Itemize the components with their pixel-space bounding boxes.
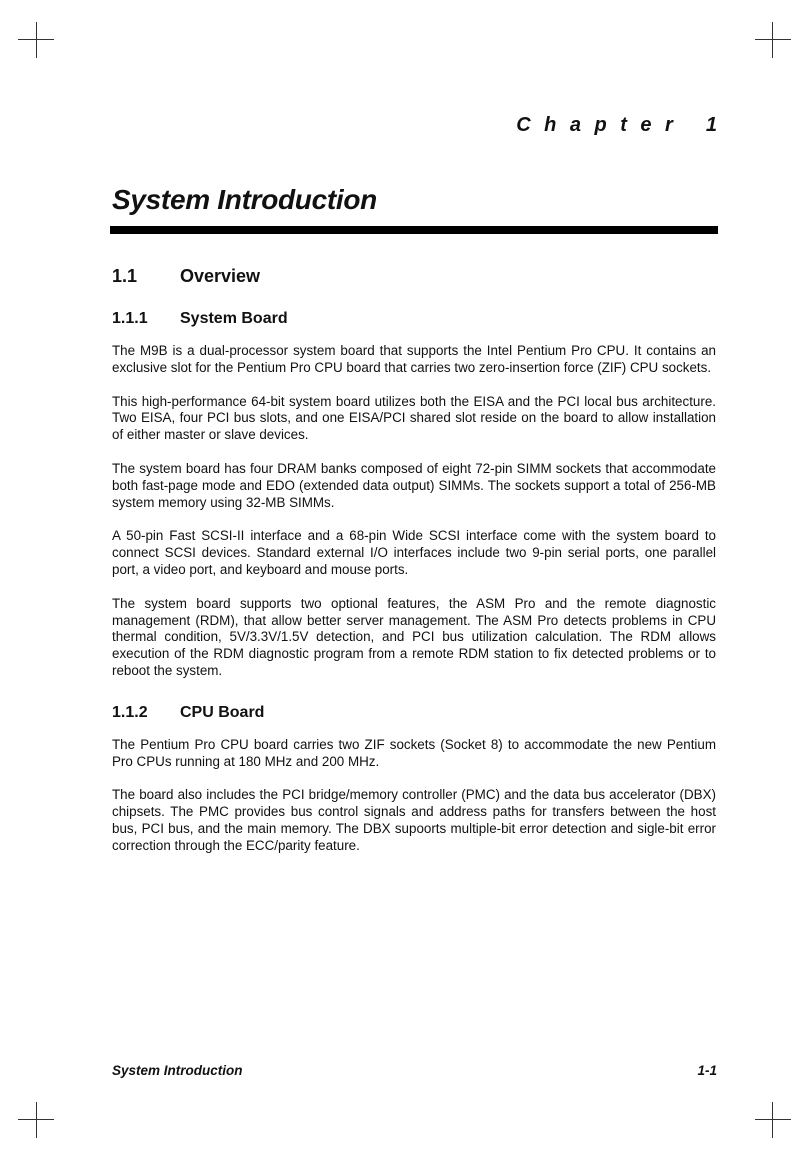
subsection-title: CPU Board (180, 703, 265, 721)
crop-mark (36, 22, 37, 58)
section-number: 1.1 (112, 266, 138, 286)
paragraph: The system board has four DRAM banks composed of eight 72-pin SIMM sockets that accommodate both fast-page mode and EDO (extended data output) SIMMs. The sockets support a total of 256-MB system memory using 32-MB SIMMs. (112, 460, 716, 510)
title-rule (110, 226, 718, 234)
chapter-number: 1 (705, 114, 717, 136)
paragraph: A 50-pin Fast SCSI-II interface and a 68-pin Wide SCSI interface come with the system board to connect SCSI devices. Standard external I/O interfaces include two 9-pin serial ports, one parallel port, a video port, and keyboard and mouse ports. (112, 528, 716, 577)
subsection-number: 1.1.1 (112, 310, 148, 327)
crop-mark (755, 39, 791, 40)
section-title: Overview (180, 266, 261, 286)
page-number: 1-1 (697, 1063, 717, 1078)
subsection-heading-system-board (112, 310, 716, 328)
footer-title: System Introduction (112, 1063, 243, 1078)
paragraph: The board also includes the PCI bridge/memory controller (PMC) and the data bus accelerator (DBX) chipsets. The PMC provides bus control signals and address paths for transfers between the host bus, PCI bus, and the main memory. The DBX supoorts multiple-bit error detection and sigle-bit error correction through the ECC/parity feature. (112, 787, 716, 853)
crop-mark (755, 1119, 791, 1120)
page-title: System Introduction (112, 184, 377, 215)
chapter-label (516, 114, 717, 137)
paragraph: The system board supports two optional features, the ASM Pro and the remote diagnostic management (RDM), that allow better server management. The ASM Pro detects problems in CPU thermal condition, 5V/3.3V/1.5V detection, and PCI bus utilization calculation. The RDM allows execution of the RDM diagnostic program from a remote RDM station to fix detected problems or to reboot the system. (112, 595, 716, 678)
paragraph: This high-performance 64-bit system board utilizes both the EISA and the PCI local bus architecture. Two EISA, four PCI bus slots, and one EISA/PCI shared slot reside on the board to allow installation of either master or slave devices. (112, 393, 716, 443)
subsection-heading-cpu-board (112, 704, 716, 722)
section-heading-overview (112, 266, 716, 287)
crop-mark (36, 1102, 37, 1138)
paragraph: The M9B is a dual-processor system board that supports the Intel Pentium Pro CPU. It contains an exclusive slot for the Pentium Pro CPU board that carries two zero-insertion force (ZIF) CPU sockets. (112, 343, 716, 375)
subsection-number: 1.1.2 (112, 703, 148, 721)
chapter-word: Chapter (516, 114, 687, 136)
subsection-title: System Board (180, 310, 288, 327)
main-content (112, 266, 716, 872)
crop-mark (772, 1102, 773, 1138)
paragraph: The Pentium Pro CPU board carries two ZIF sockets (Socket 8) to accommodate the new Pentium Pro CPUs running at 180 MHz and 200 MHz. (112, 736, 716, 769)
crop-mark (772, 22, 773, 58)
